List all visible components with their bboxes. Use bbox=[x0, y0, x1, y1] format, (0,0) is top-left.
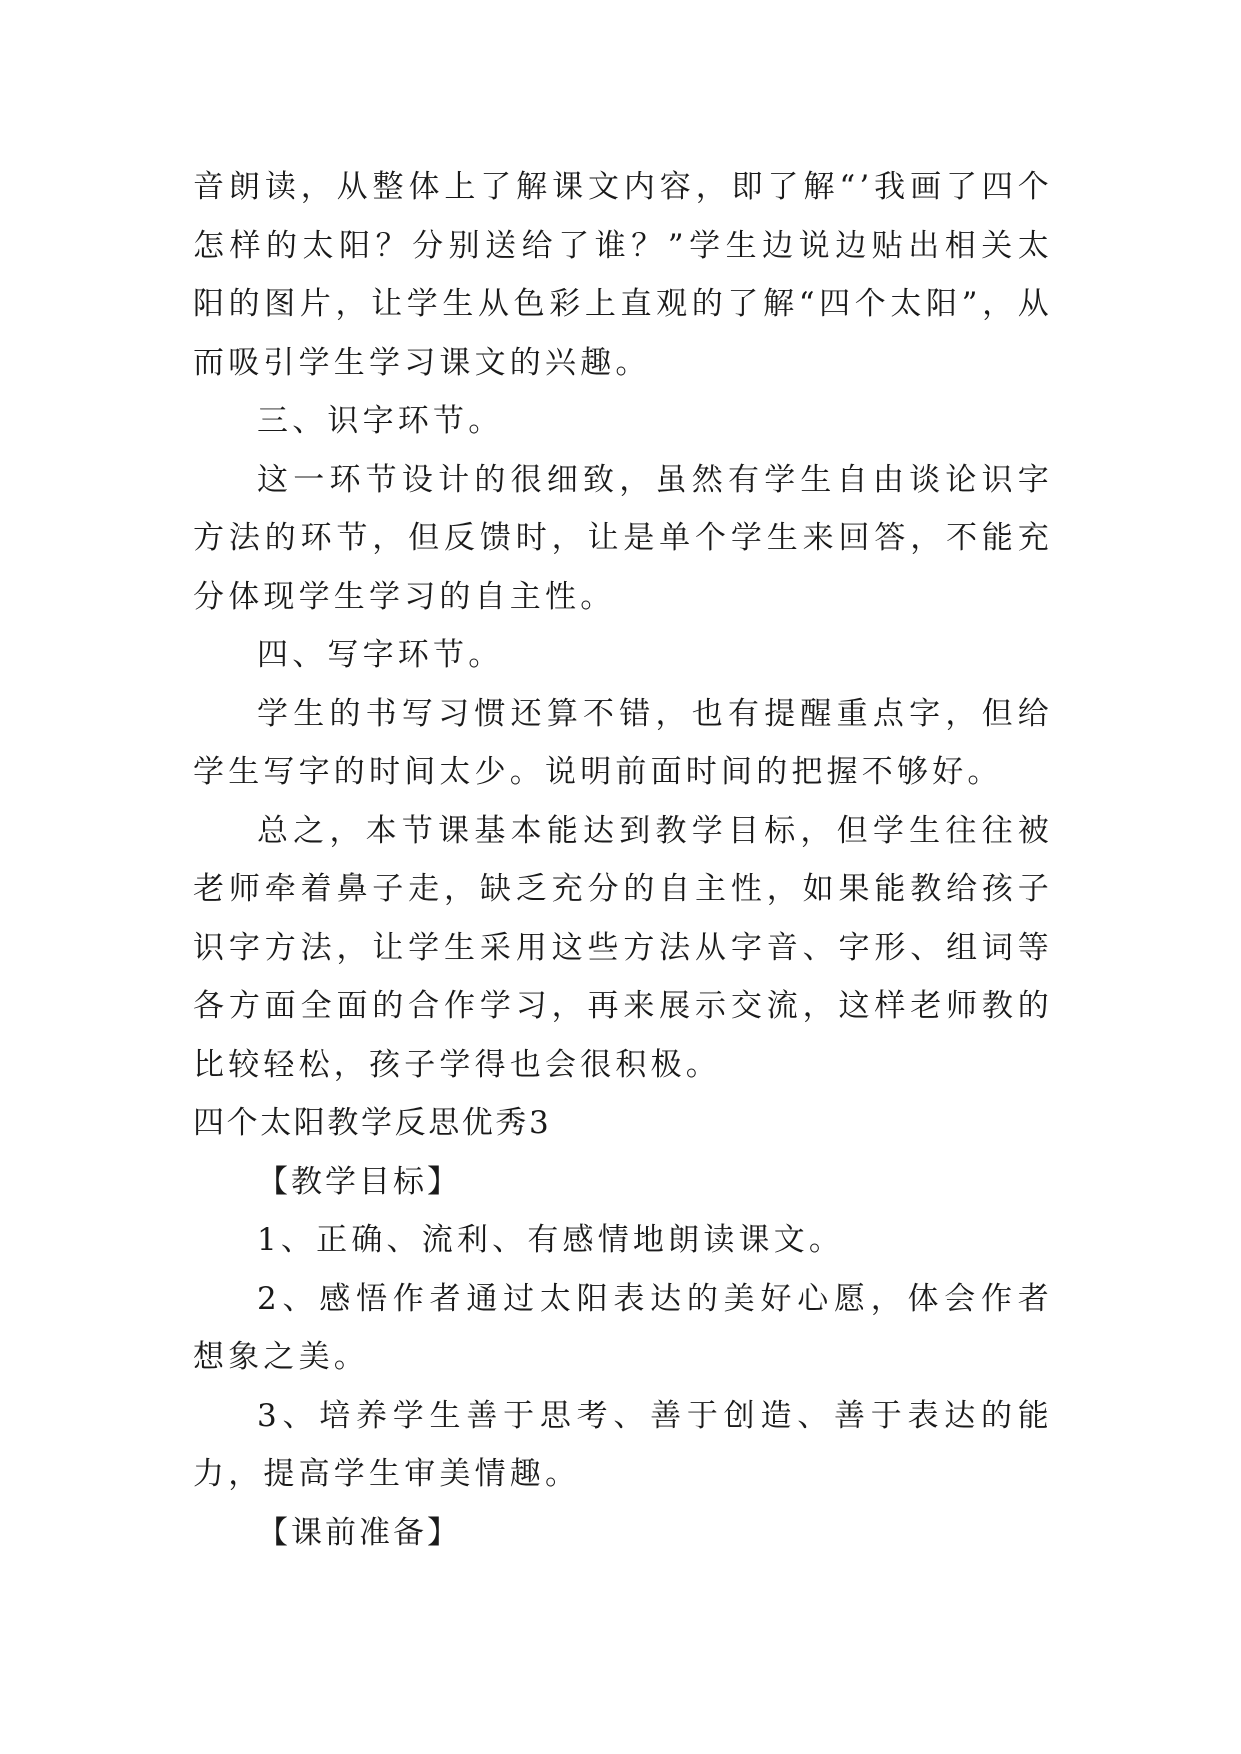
objective-item: 1、正确、流利、有感情地朗读课文。 bbox=[257, 1222, 845, 1258]
heading-writing-section: 四、写字环节。 bbox=[257, 637, 504, 673]
section-title: 四个太阳教学反思优秀3 bbox=[193, 1105, 552, 1141]
preparation-heading: 【课前准备】 bbox=[257, 1514, 461, 1551]
objective-item: 3、培养学生善于思考、善于创造、善于表达的能力，提高学生审美情趣。 bbox=[193, 1397, 1053, 1492]
paragraph-summary: 总之，本节课基本能达到教学目标，但学生往往被老师牵着鼻子走，缺乏充分的自主性，如果能教给孩子识字方法，让学生采用这些方法从字音、字形、组词等各方面全面的合作学习，再来展示交流，这样老师教的比较轻松，孩子学得也会很积极。 bbox=[193, 812, 1053, 1083]
paragraph-intro-continuation: 音朗读，从整体上了解课文内容，即了解“’我画了四个怎样的太阳？分别送给了谁？”学生边说边贴出相关太阳的图片，让学生从色彩上直观的了解“四个太阳”，从而吸引学生学习课文的兴趣。 bbox=[193, 169, 1053, 381]
heading-literacy-section: 三、识字环节。 bbox=[257, 403, 504, 439]
document-body bbox=[193, 158, 1053, 1562]
objectives-heading: 【教学目标】 bbox=[257, 1163, 461, 1200]
objective-item: 2、感悟作者通过太阳表达的美好心愿，体会作者想象之美。 bbox=[193, 1280, 1053, 1375]
paragraph-literacy-comment: 这一环节设计的很细致，虽然有学生自由谈论识字方法的环节，但反馈时，让是单个学生来回答，不能充分体现学生学习的自主性。 bbox=[193, 461, 1053, 615]
paragraph-writing-comment: 学生的书写习惯还算不错，也有提醒重点字，但给学生写字的时间太少。说明前面时间的把握不够好。 bbox=[193, 695, 1053, 790]
